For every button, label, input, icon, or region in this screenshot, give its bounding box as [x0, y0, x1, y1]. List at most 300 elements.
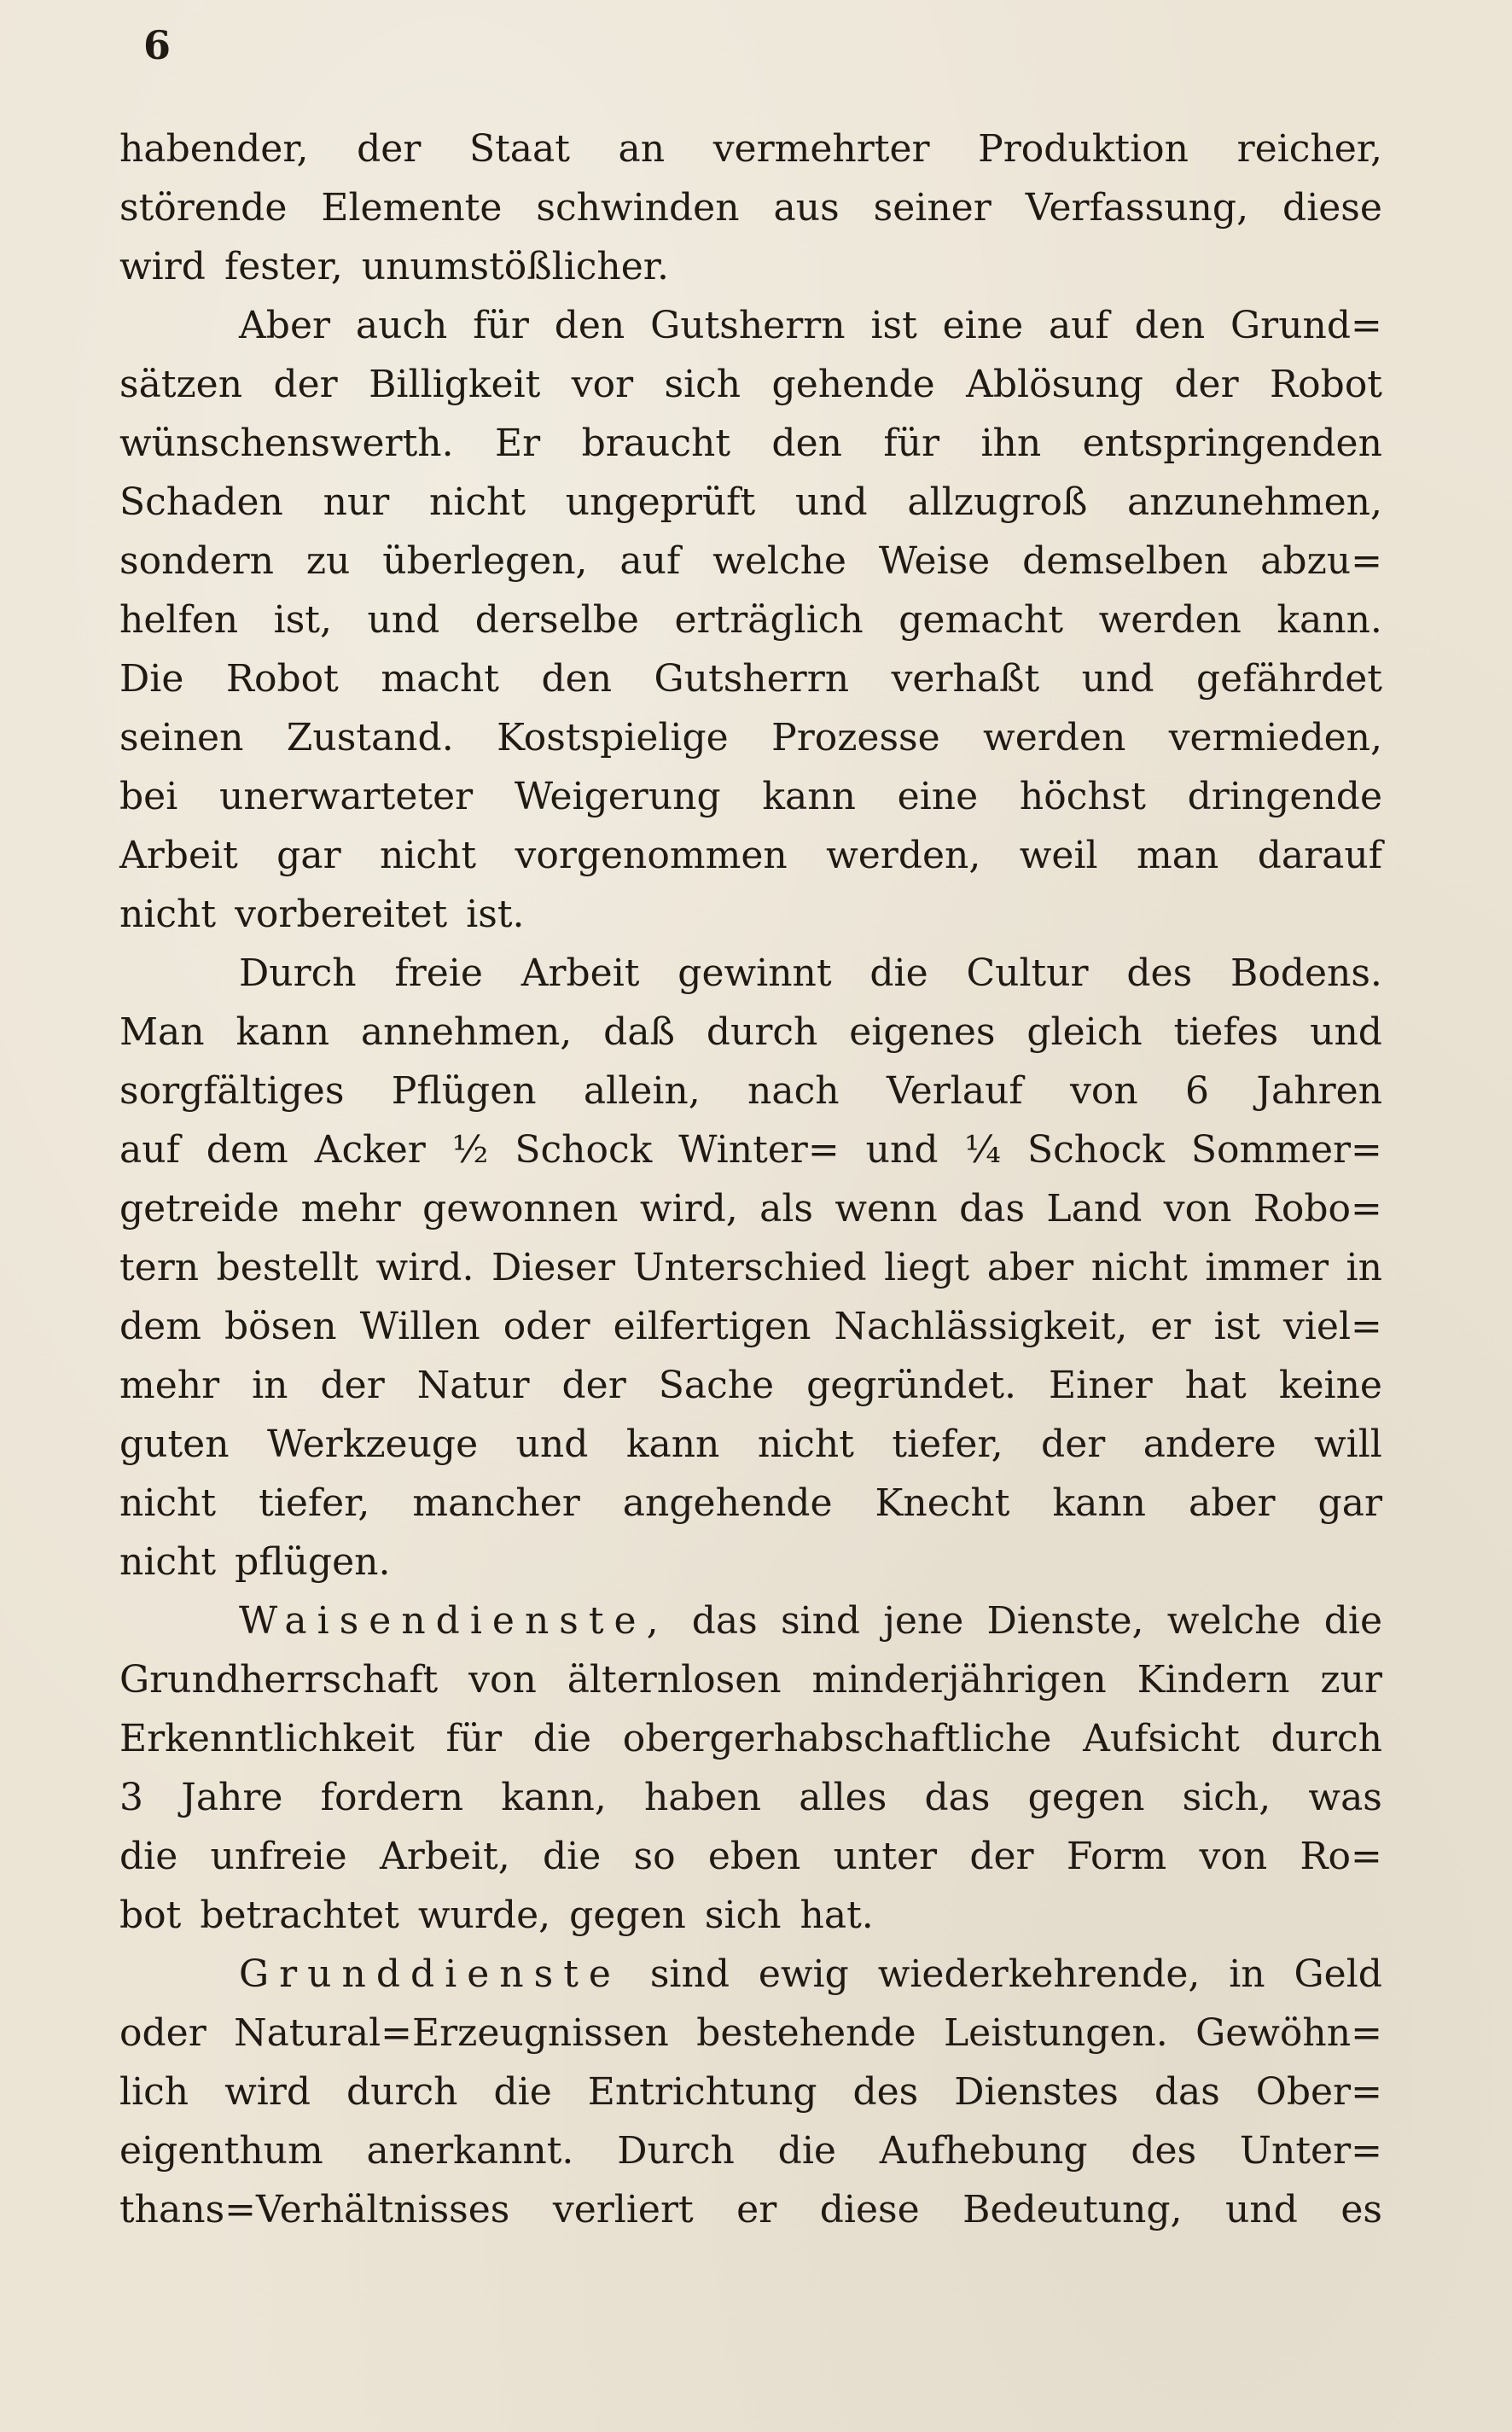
text-line	[119, 178, 1382, 237]
word: demselben	[1022, 539, 1229, 583]
word: lich	[119, 2070, 189, 2114]
word: gemacht	[898, 598, 1064, 642]
word: freie	[394, 951, 483, 995]
word: die	[542, 1835, 602, 1878]
word: Acker	[314, 1128, 426, 1172]
word: Aufsicht	[1083, 1717, 1240, 1760]
word: was	[1308, 1776, 1382, 1819]
word: nicht	[757, 1423, 854, 1466]
text-line	[119, 1003, 1382, 1062]
text-line	[119, 1827, 1382, 1886]
word: Geld	[1294, 1952, 1382, 1996]
word: der	[561, 1364, 626, 1407]
word: oder	[503, 1305, 590, 1348]
word: Gutsherrn	[654, 657, 850, 701]
word: überlegen,	[382, 539, 588, 583]
text-line	[119, 1238, 1382, 1297]
word: Durch	[617, 2129, 735, 2173]
word: gefährdet	[1195, 657, 1382, 701]
word: schwinden	[536, 186, 740, 230]
word: helfen	[119, 598, 239, 642]
word: Weise	[878, 539, 991, 583]
word: sind	[649, 1952, 730, 1996]
text-line	[119, 826, 1382, 885]
word: Grundherrschaft	[119, 1658, 439, 1702]
word: unerwarteter	[218, 775, 474, 818]
word: Bedeutung,	[962, 2188, 1183, 2231]
word: viel=	[1282, 1305, 1382, 1348]
word: Man	[119, 1010, 205, 1054]
word: gar	[1317, 1481, 1382, 1525]
word: Verfassung,	[1025, 186, 1249, 230]
word: haben	[643, 1776, 762, 1819]
word: Schock	[515, 1128, 653, 1172]
text-line	[119, 1120, 1382, 1179]
word: allein,	[583, 1069, 701, 1113]
word: er	[1150, 1305, 1191, 1348]
word: störende	[119, 186, 288, 230]
word: 3	[119, 1776, 143, 1819]
word: sätzen	[119, 363, 243, 406]
word: Unter=	[1239, 2129, 1382, 2173]
word: minderjährigen	[811, 1658, 1107, 1702]
word: fester,	[224, 245, 343, 288]
text-line	[119, 767, 1382, 826]
word: Gewöhn=	[1195, 2011, 1382, 2055]
word: tiefes	[1173, 1010, 1279, 1054]
word: nicht	[119, 893, 217, 936]
word: Verlauf	[886, 1069, 1023, 1113]
text-line	[119, 414, 1382, 473]
word: seiner	[873, 186, 992, 230]
word: aber	[1189, 1481, 1276, 1525]
word: nicht	[119, 1540, 217, 1584]
word: Waisendienste,	[239, 1599, 669, 1643]
page-number: 6	[143, 22, 172, 68]
word: werden,	[826, 834, 981, 877]
word: wiederkehrende,	[877, 1952, 1201, 1996]
word: keine	[1278, 1364, 1382, 1407]
text-line	[119, 473, 1382, 532]
text-line	[119, 1768, 1382, 1827]
word: Kostspielige	[497, 716, 729, 759]
word: allzugroß	[907, 480, 1088, 524]
word: Kindern	[1137, 1658, 1290, 1702]
word: dringende	[1187, 775, 1382, 818]
word: Werkzeuge	[266, 1423, 479, 1466]
word: wird,	[639, 1187, 738, 1231]
word: ist,	[273, 598, 332, 642]
text-line	[119, 1709, 1382, 1768]
word: bot	[119, 1894, 182, 1937]
word: und	[515, 1423, 589, 1466]
text-line	[119, 355, 1382, 414]
word: kann	[236, 1010, 330, 1054]
word: Elemente	[321, 186, 503, 230]
word: Die	[119, 657, 184, 701]
word: zur	[1320, 1658, 1382, 1702]
word: und	[1225, 2188, 1298, 2231]
word: gleich	[1026, 1010, 1143, 1054]
text-line	[119, 1650, 1382, 1709]
word: Schock	[1027, 1128, 1165, 1172]
word: der	[273, 363, 338, 406]
word: der	[1041, 1423, 1106, 1466]
word: bei	[119, 775, 178, 818]
word: Aber	[239, 304, 331, 347]
word: gewonnen	[422, 1187, 619, 1231]
word: hat.	[800, 1894, 874, 1937]
word: vor	[571, 363, 634, 406]
word: verhaßt	[891, 657, 1040, 701]
word: alles	[799, 1776, 887, 1819]
word: vermieden,	[1168, 716, 1382, 759]
word: den	[771, 422, 842, 465]
word: Erkenntlichkeit	[119, 1717, 415, 1760]
word: gegründet.	[806, 1364, 1017, 1407]
word: betrachtet	[200, 1894, 399, 1937]
word: vermehrter	[712, 127, 930, 171]
word: fordern	[320, 1776, 464, 1819]
word: des	[852, 2070, 919, 2114]
word: das	[691, 1599, 758, 1643]
word: in	[1346, 1246, 1382, 1289]
word: Staat	[468, 127, 570, 171]
word: unter	[833, 1835, 938, 1878]
word: ist.	[466, 893, 525, 936]
word: anerkannt.	[366, 2129, 574, 2173]
word: annehmen,	[360, 1010, 573, 1054]
text-line	[119, 1886, 1382, 1945]
word: ungeprüft	[565, 480, 756, 524]
word: eben	[707, 1835, 801, 1878]
word: es	[1340, 2188, 1382, 2231]
word: bestehende	[696, 2011, 916, 2055]
word: den	[1134, 304, 1206, 347]
word: den	[541, 657, 613, 701]
word: dem	[119, 1305, 201, 1348]
word: welche	[1166, 1599, 1301, 1643]
word: Bodens.	[1230, 951, 1382, 995]
word: mehr	[119, 1364, 220, 1407]
word: auch	[355, 304, 448, 347]
word: Entrichtung	[587, 2070, 817, 2114]
text-line	[119, 2063, 1382, 2121]
word: Weigerung	[514, 775, 721, 818]
word: für	[473, 304, 529, 347]
word: und	[794, 480, 868, 524]
word: eine	[942, 304, 1024, 347]
word: liegt	[884, 1246, 970, 1289]
word: kann.	[1276, 598, 1382, 642]
word: sich,	[1182, 1776, 1271, 1819]
paragraph-first-line	[119, 1591, 1382, 1650]
word: jene	[883, 1599, 964, 1643]
word: und	[865, 1128, 939, 1172]
word: Robo=	[1253, 1187, 1382, 1231]
word: Unterschied	[632, 1246, 867, 1289]
word: sich	[704, 1894, 782, 1937]
word: Sommer=	[1190, 1128, 1382, 1172]
body-text	[119, 119, 1382, 2239]
word: die	[777, 2129, 836, 2173]
word: tiefer,	[892, 1423, 1003, 1466]
word: die	[493, 2070, 552, 2114]
word: an	[618, 127, 666, 171]
word: des	[1131, 2129, 1197, 2173]
word: die	[532, 1717, 592, 1760]
word: aber	[986, 1246, 1074, 1289]
word: mehr	[300, 1187, 401, 1231]
word: nicht	[380, 834, 477, 877]
word: und	[367, 598, 440, 642]
word: wird	[224, 2070, 311, 2114]
word: das	[924, 1776, 991, 1819]
word: Arbeit,	[379, 1835, 510, 1878]
text-line	[119, 2004, 1382, 2063]
word: diese	[819, 2188, 920, 2231]
word: obergerhabschaftliche	[622, 1717, 1052, 1760]
word: Winter=	[678, 1128, 840, 1172]
word: wünschenswerth.	[119, 422, 454, 465]
word: vorgenommen	[515, 834, 788, 877]
word: seinen	[119, 716, 244, 759]
word: Er	[495, 422, 541, 465]
paragraph-first-line	[119, 944, 1382, 1003]
word: andere	[1143, 1423, 1276, 1466]
word: Natural=Erzeugnissen	[234, 2011, 669, 2055]
word: Ablösung	[966, 363, 1143, 406]
word: verliert	[552, 2188, 694, 2231]
word: nicht	[1090, 1246, 1188, 1289]
word: getreide	[119, 1187, 280, 1231]
word: ½	[451, 1128, 489, 1172]
word: das	[959, 1187, 1026, 1231]
word: höchst	[1019, 775, 1146, 818]
text-line	[119, 1415, 1382, 1474]
text-line	[119, 119, 1382, 178]
word: Grund=	[1230, 304, 1382, 347]
paragraph-first-line	[119, 296, 1382, 355]
word: Arbeit	[119, 834, 238, 877]
word: sondern	[119, 539, 274, 583]
word: älternlosen	[567, 1658, 782, 1702]
word: Jahre	[181, 1776, 283, 1819]
word: unumstößlicher.	[361, 245, 669, 288]
word: auf	[619, 539, 681, 583]
word: oder	[119, 2011, 206, 2055]
word: der	[1174, 363, 1239, 406]
word: durch	[1271, 1717, 1382, 1760]
word: gewinnt	[677, 951, 832, 995]
word: thans=Verhältnisses	[119, 2188, 510, 2231]
word: Robot	[1270, 363, 1382, 406]
word: hat	[1184, 1364, 1247, 1407]
word: Ober=	[1255, 2070, 1382, 2114]
word: die	[1323, 1599, 1382, 1643]
word: von	[1070, 1069, 1138, 1113]
word: für	[883, 422, 940, 465]
word: unfreie	[210, 1835, 347, 1878]
word: Prozesse	[771, 716, 940, 759]
word: gegen	[1027, 1776, 1145, 1819]
word: auf	[1048, 304, 1109, 347]
word: aus	[773, 186, 840, 230]
word: bestellt	[216, 1246, 358, 1289]
word: gehende	[771, 363, 935, 406]
word: entspringenden	[1082, 422, 1382, 465]
word: dem	[206, 1128, 288, 1172]
word: Gutsherrn	[650, 304, 846, 347]
word: die	[869, 951, 928, 995]
text-line	[119, 708, 1382, 767]
word: eilfertigen	[613, 1305, 811, 1348]
word: ist	[1213, 1305, 1260, 1348]
text-line	[119, 237, 1382, 296]
word: kann,	[501, 1776, 607, 1819]
word: tern	[119, 1246, 200, 1289]
word: pflügen.	[235, 1540, 391, 1584]
word: ist	[870, 304, 917, 347]
text-line	[119, 591, 1382, 649]
word: Aufhebung	[879, 2129, 1088, 2173]
word: Robot	[225, 657, 339, 701]
text-line	[119, 1533, 1382, 1591]
word: Grunddienste	[239, 1952, 621, 1996]
text-line	[119, 649, 1382, 708]
word: weil	[1019, 834, 1098, 877]
word: zu	[305, 539, 351, 583]
text-line	[119, 1474, 1382, 1533]
word: Dienstes	[954, 2070, 1119, 2114]
word: von	[1163, 1187, 1232, 1231]
word: wurde,	[417, 1894, 551, 1937]
word: in	[252, 1364, 288, 1407]
word: Dieser	[491, 1246, 616, 1289]
word: guten	[119, 1423, 230, 1466]
word: der	[320, 1364, 385, 1407]
word: der	[969, 1835, 1034, 1878]
word: für	[445, 1717, 503, 1760]
text-line	[119, 2121, 1382, 2180]
word: bösen	[224, 1305, 337, 1348]
word: werden	[1098, 598, 1242, 642]
word: kann	[1052, 1481, 1147, 1525]
word: durch	[706, 1010, 818, 1054]
word: tiefer,	[259, 1481, 370, 1525]
word: des	[1126, 951, 1193, 995]
word: Land	[1046, 1187, 1143, 1231]
word: will	[1314, 1423, 1382, 1466]
word: werden	[983, 716, 1126, 759]
word: ihn	[980, 422, 1042, 465]
word: kann	[625, 1423, 720, 1466]
word: die	[119, 1835, 178, 1878]
text-line	[119, 2180, 1382, 2239]
word: darauf	[1257, 834, 1382, 877]
word: sorgfältiges	[119, 1069, 345, 1113]
word: Schaden	[119, 480, 283, 524]
word: als	[759, 1187, 813, 1231]
word: eine	[897, 775, 979, 818]
word: anzunehmen,	[1127, 480, 1382, 524]
text-line	[119, 885, 1382, 944]
word: derselbe	[474, 598, 639, 642]
word: Jahren	[1256, 1069, 1382, 1113]
word: so	[633, 1835, 676, 1878]
word: Durch	[239, 951, 357, 995]
word: Dienste,	[986, 1599, 1144, 1643]
word: Willen	[359, 1305, 480, 1348]
word: kann	[762, 775, 856, 818]
word: habender,	[119, 127, 309, 171]
word: Einer	[1049, 1364, 1153, 1407]
word: nicht	[119, 1481, 217, 1525]
text-line	[119, 1179, 1382, 1238]
word: in	[1229, 1952, 1265, 1996]
word: gar	[276, 834, 341, 877]
text-line	[119, 532, 1382, 591]
word: Natur	[416, 1364, 530, 1407]
text-line	[119, 1356, 1382, 1415]
word: wenn	[835, 1187, 938, 1231]
word: wird.	[375, 1246, 474, 1289]
word: ¼	[964, 1128, 1002, 1172]
word: den	[554, 304, 625, 347]
word: Produktion	[978, 127, 1189, 171]
word: und	[1310, 1010, 1382, 1054]
word: sich	[664, 363, 741, 406]
word: macht	[381, 657, 499, 701]
word: er	[736, 2188, 777, 2231]
word: eigenthum	[119, 2129, 323, 2173]
word: ewig	[758, 1952, 849, 1996]
word: abzu=	[1260, 539, 1382, 583]
word: Form	[1066, 1835, 1167, 1878]
word: braucht	[581, 422, 731, 465]
word: sind	[780, 1599, 861, 1643]
word: man	[1137, 834, 1219, 877]
word: Billigkeit	[369, 363, 541, 406]
word: der	[357, 127, 422, 171]
word: reicher,	[1236, 127, 1382, 171]
word: Zustand.	[286, 716, 454, 759]
word: und	[1081, 657, 1154, 701]
word: mancher	[412, 1481, 580, 1525]
word: immer	[1205, 1246, 1329, 1289]
word: von	[1199, 1835, 1268, 1878]
word: Knecht	[875, 1481, 1010, 1525]
text-line	[119, 1062, 1382, 1120]
word: nicht	[429, 480, 526, 524]
word: daß	[603, 1010, 675, 1054]
word: erträglich	[674, 598, 864, 642]
word: das	[1154, 2070, 1220, 2114]
word: durch	[346, 2070, 458, 2114]
word: angehende	[622, 1481, 833, 1525]
word: Pflügen	[391, 1069, 537, 1113]
text-line	[119, 1297, 1382, 1356]
word: vorbereitet	[235, 893, 448, 936]
word: welche	[712, 539, 846, 583]
word: Arbeit	[520, 951, 640, 995]
paragraph-first-line	[119, 1945, 1382, 2004]
word: Ro=	[1300, 1835, 1382, 1878]
word: gegen	[569, 1894, 686, 1937]
word: nach	[747, 1069, 840, 1113]
word: Leistungen.	[943, 2011, 1168, 2055]
word: wird	[119, 245, 206, 288]
